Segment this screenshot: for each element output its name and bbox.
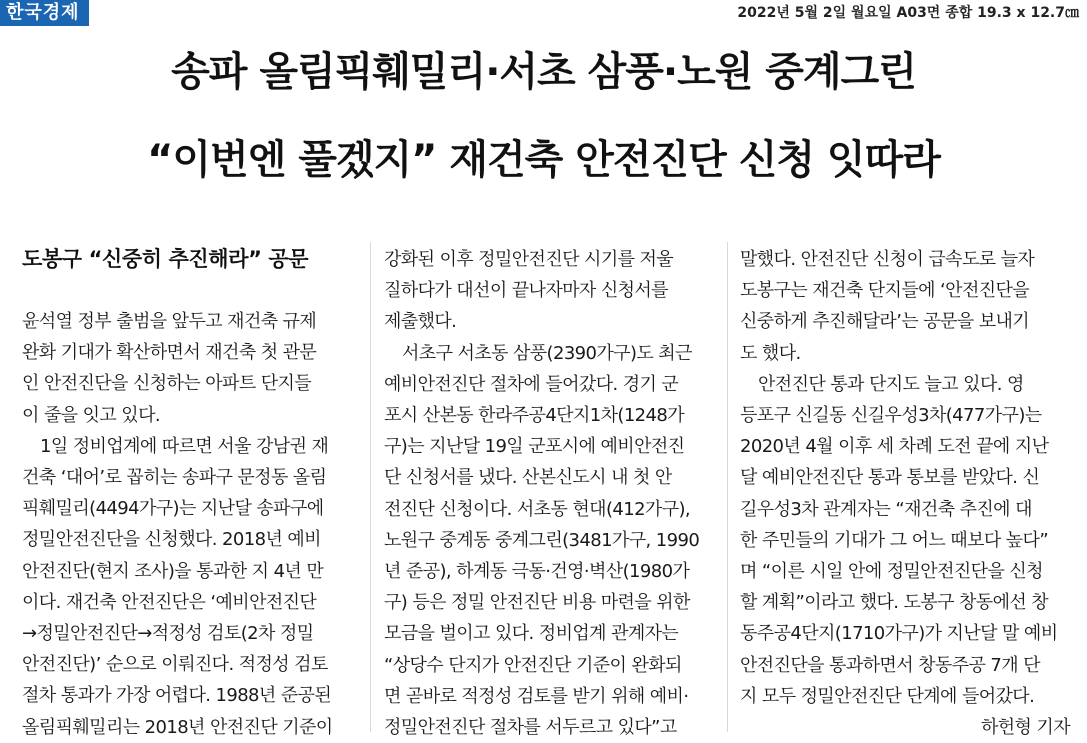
article-line: 면 곧바로 적정성 검토를 받기 위해 예비· <box>384 685 689 707</box>
article-line: 안전진단(현지 조사)을 통과한 지 4년 만 <box>22 560 324 582</box>
article-line: 구) 등은 정밀 안전진단 비용 마련을 위한 <box>384 592 690 614</box>
headline-line-1: 송파 올림픽훼밀리·서초 삼풍·노원 중계그린 <box>171 49 916 95</box>
article-line: 달 예비안전진단 통과 통보를 받았다. 신 <box>740 467 1040 489</box>
article-column-3 <box>740 244 1070 743</box>
article-line: 동주공4단지(1710가구)가 지난달 말 예비 <box>740 623 1058 645</box>
article-line: 이 줄을 잇고 있다. <box>22 404 161 426</box>
article-line: 강화된 이후 정밀안전진단 시기를 저울 <box>384 249 674 270</box>
column-divider <box>727 242 728 732</box>
article-line: 건축 ‘대어’로 꼽히는 송파구 문정동 올림 <box>22 467 327 489</box>
article-line: →정밀안전진단→적정성 검토(2차 정밀 <box>22 623 314 645</box>
article-line: 신중하게 추진해달라’는 공문을 보내기 <box>740 311 1030 333</box>
article-line: 정밀안전진단을 신청했다. 2018년 예비 <box>22 529 321 551</box>
article-line: 단 신청서를 냈다. 산본신도시 내 첫 안 <box>384 467 672 489</box>
article-line: 절차 통과가 가장 어렵다. 1988년 준공된 <box>22 685 332 707</box>
article-line: 도 했다. <box>740 342 801 364</box>
article-line: 전진단 신청이다. 서초동 현대(412가구), <box>384 498 691 520</box>
article-line: 인 안전진단을 신청하는 아파트 단지들 <box>22 373 312 395</box>
article-line: 윤석열 정부 출범을 앞두고 재건축 규제 <box>22 311 317 332</box>
article-line: 예비안전진단 절차에 들어갔다. 경기 군 <box>384 373 679 395</box>
article-line: 1일 정비업계에 따르면 서울 강남권 재 <box>40 435 329 457</box>
newspaper-masthead: 한국경제 <box>0 0 89 26</box>
article-line: 길우성3차 관계자는 “재건축 추진에 대 <box>740 498 1032 520</box>
article-line: 말했다. 안전진단 신청이 급속도로 늘자 <box>740 249 1035 270</box>
article-line: 올림픽훼밀리는 2018년 안전진단 기준이 <box>22 716 333 738</box>
article-line: 질하다가 대선이 끝나자마자 신청서를 <box>384 280 668 302</box>
article-line: 구)는 지난달 19일 군포시에 예비안전진 <box>384 436 685 458</box>
article-line: 며 “이른 시일 안에 정밀안전진단을 신청 <box>740 561 1043 583</box>
article-line: 한 주민들의 기대가 그 어느 때보다 높다” <box>740 529 1049 551</box>
article-line: 안전진단)’ 순으로 이뤄진다. 적정성 검토 <box>22 654 328 676</box>
article-line: 안전진단을 통과하면서 창동주공 7개 단 <box>740 654 1040 676</box>
article-line: 완화 기대가 확산하면서 재건축 첫 관문 <box>22 342 317 364</box>
article-byline: 하헌형 기자 <box>980 717 1070 739</box>
article-line: 이다. 재건축 안전진단은 ‘예비안전진단 <box>22 591 317 613</box>
article-line: 포시 산본동 한라주공4단지1차(1248가 <box>384 405 685 427</box>
article-line: 노원구 중계동 중계그린(3481가구, 1990 <box>384 529 700 551</box>
article-line: 등포구 신길동 신길우성3차(477가구)는 <box>740 405 1042 427</box>
article-line: 지 모두 정밀안전진단 단계에 들어갔다. <box>740 685 1035 707</box>
article-line: 년 준공), 하계동 극동·건영·벽산(1980가 <box>384 561 690 583</box>
article-line: 픽훼밀리(4494가구)는 지난달 송파구에 <box>22 498 324 520</box>
article-line: 제출했다. <box>384 311 457 333</box>
article-line: 모금을 벌이고 있다. 정비업계 관계자는 <box>384 623 679 645</box>
article-column-2 <box>384 244 714 743</box>
publication-meta: 2022년 5월 2일 월요일 A03면 종합 19.3 x 12.7㎝ <box>737 5 1079 21</box>
article-line: 안전진단 통과 단지도 늘고 있다. 영 <box>758 373 1024 395</box>
article-line: 할 계획”이라고 했다. 도봉구 창동에선 창 <box>740 592 1049 614</box>
article-subhead: 도봉구 “신중히 추진해라” 공문 <box>22 247 309 271</box>
article-line: 서초구 서초동 삼풍(2390가구)도 최근 <box>402 342 692 364</box>
column-divider <box>370 242 371 732</box>
article-column-1 <box>22 244 358 743</box>
article-line: 정밀안전진단 절차를 서두르고 있다”고 <box>384 717 677 739</box>
headline-line-2: “이번엔 풀겠지” 재건축 안전진단 신청 잇따라 <box>147 137 940 183</box>
article-line: 도봉구는 재건축 단지들에 ‘안전진단을 <box>740 280 1030 302</box>
article-line: “상당수 단지가 안전진단 기준이 완화되 <box>384 654 682 676</box>
article-line: 2020년 4월 이후 세 차례 도전 끝에 지난 <box>740 436 1049 458</box>
